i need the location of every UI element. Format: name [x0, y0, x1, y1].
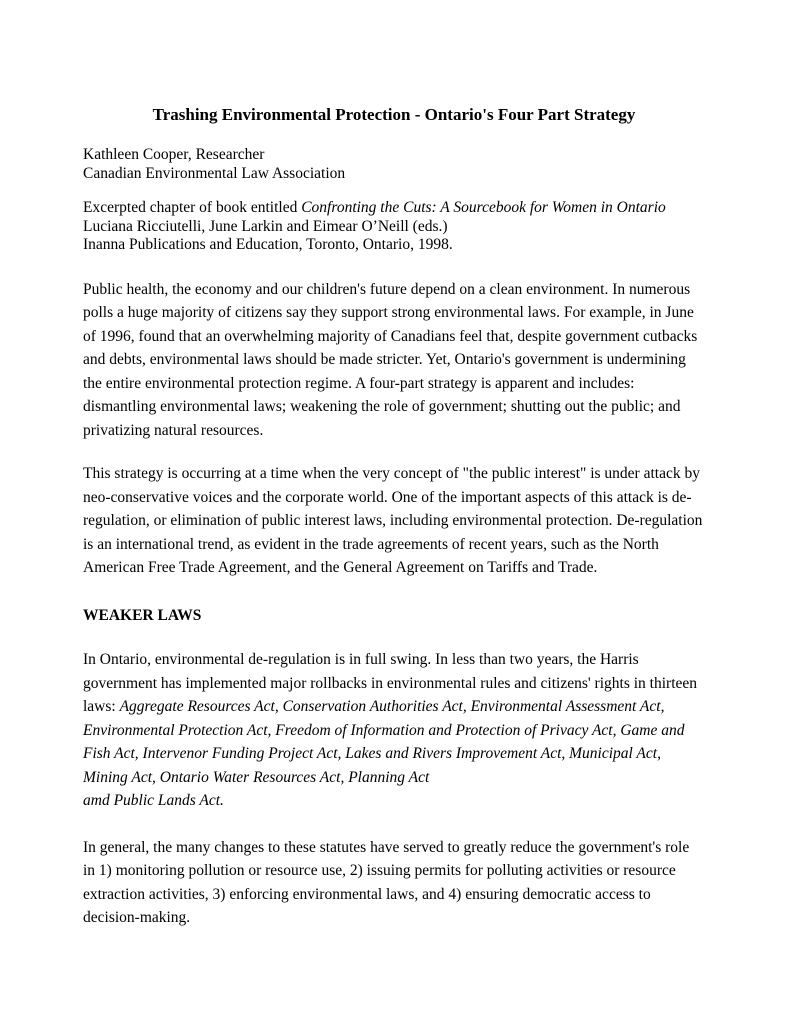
document-content	[0, 104, 791, 930]
thirteen-laws-last: amd Public Lands Act.	[83, 792, 224, 809]
paragraph-general-changes: In general, the many changes to these statutes have served to greatly reduce the government's role in 1) monitoring pollution or resource use, 2) issuing permits for polluting activities or resource extraction activities, 3) enforcing environmental laws, and 4) ensuring democratic access to decision-making.	[83, 838, 690, 926]
source-note-block	[83, 199, 705, 255]
thirteen-laws-list: Aggregate Resources Act, Conservation Authorities Act, Environmental Assessment Act, Environmental Protection Act, Freedom of Information and Protection of Privacy Act, Game and Fish Act, Intervenor Funding Project Act, Lakes and Rivers Improvement Act, Municipal Act, Mining Act, Ontario Water Resources Act, Planning Act	[83, 698, 685, 786]
byline-organization: Canadian Environmental Law Association	[83, 164, 346, 182]
document-title: Trashing Environmental Protection - Ontario's Four Part Strategy	[152, 105, 636, 124]
paragraph-public-opinion: Public health, the economy and our children's future depend on a clean environment. In numerous polls a huge majority of citizens say they support strong environmental laws. For example, in June of 1996, found that an overwhelming majority of Canadians feel that, despite government cutbacks and debts, environmental laws should be made stricter. Yet, Ontario's government is undermining the entire environmental protection regime. A four-part strategy is apparent and includes: dismantling environmental laws; weakening the role of government; shutting out the public; and privatizing natural resources.	[83, 280, 698, 439]
byline-author: Kathleen Cooper, Researcher	[83, 146, 265, 163]
source-note-line	[83, 199, 705, 218]
byline-block	[83, 146, 705, 183]
paragraph-deregulation-trend: This strategy is occurring at a time when the very concept of "the public interest" is under attack by neo-conservative voices and the corporate world. One of the important aspects of this attack is de-regulation, or elimination of public interest laws, including environmental protection. De-regulation is an international trend, as evident in the trade agreements of recent years, such as the North American Free Trade Agreement, and the General Agreement on Tariffs and Trade.	[83, 465, 703, 576]
book-title: Confronting the Cuts: A Sourcebook for Women in Ontario	[301, 199, 666, 216]
paragraph-thirteen-laws	[83, 648, 705, 813]
thirteen-laws-intro: In Ontario, environmental de-regulation is in full swing. In less than two years, the Harris government has implemented major rollbacks in environmental rules and citizens' rights in thirteen laws:	[83, 651, 698, 715]
source-publisher: Inanna Publications and Education, Toronto, Ontario, 1998.	[83, 236, 453, 253]
section-heading-weaker-laws: WEAKER LAWS	[83, 606, 202, 624]
source-editors: Luciana Ricciutelli, June Larkin and Eimear O’Neill (eds.)	[83, 217, 448, 235]
source-prefix: Excerpted chapter of book entitled	[83, 199, 302, 216]
